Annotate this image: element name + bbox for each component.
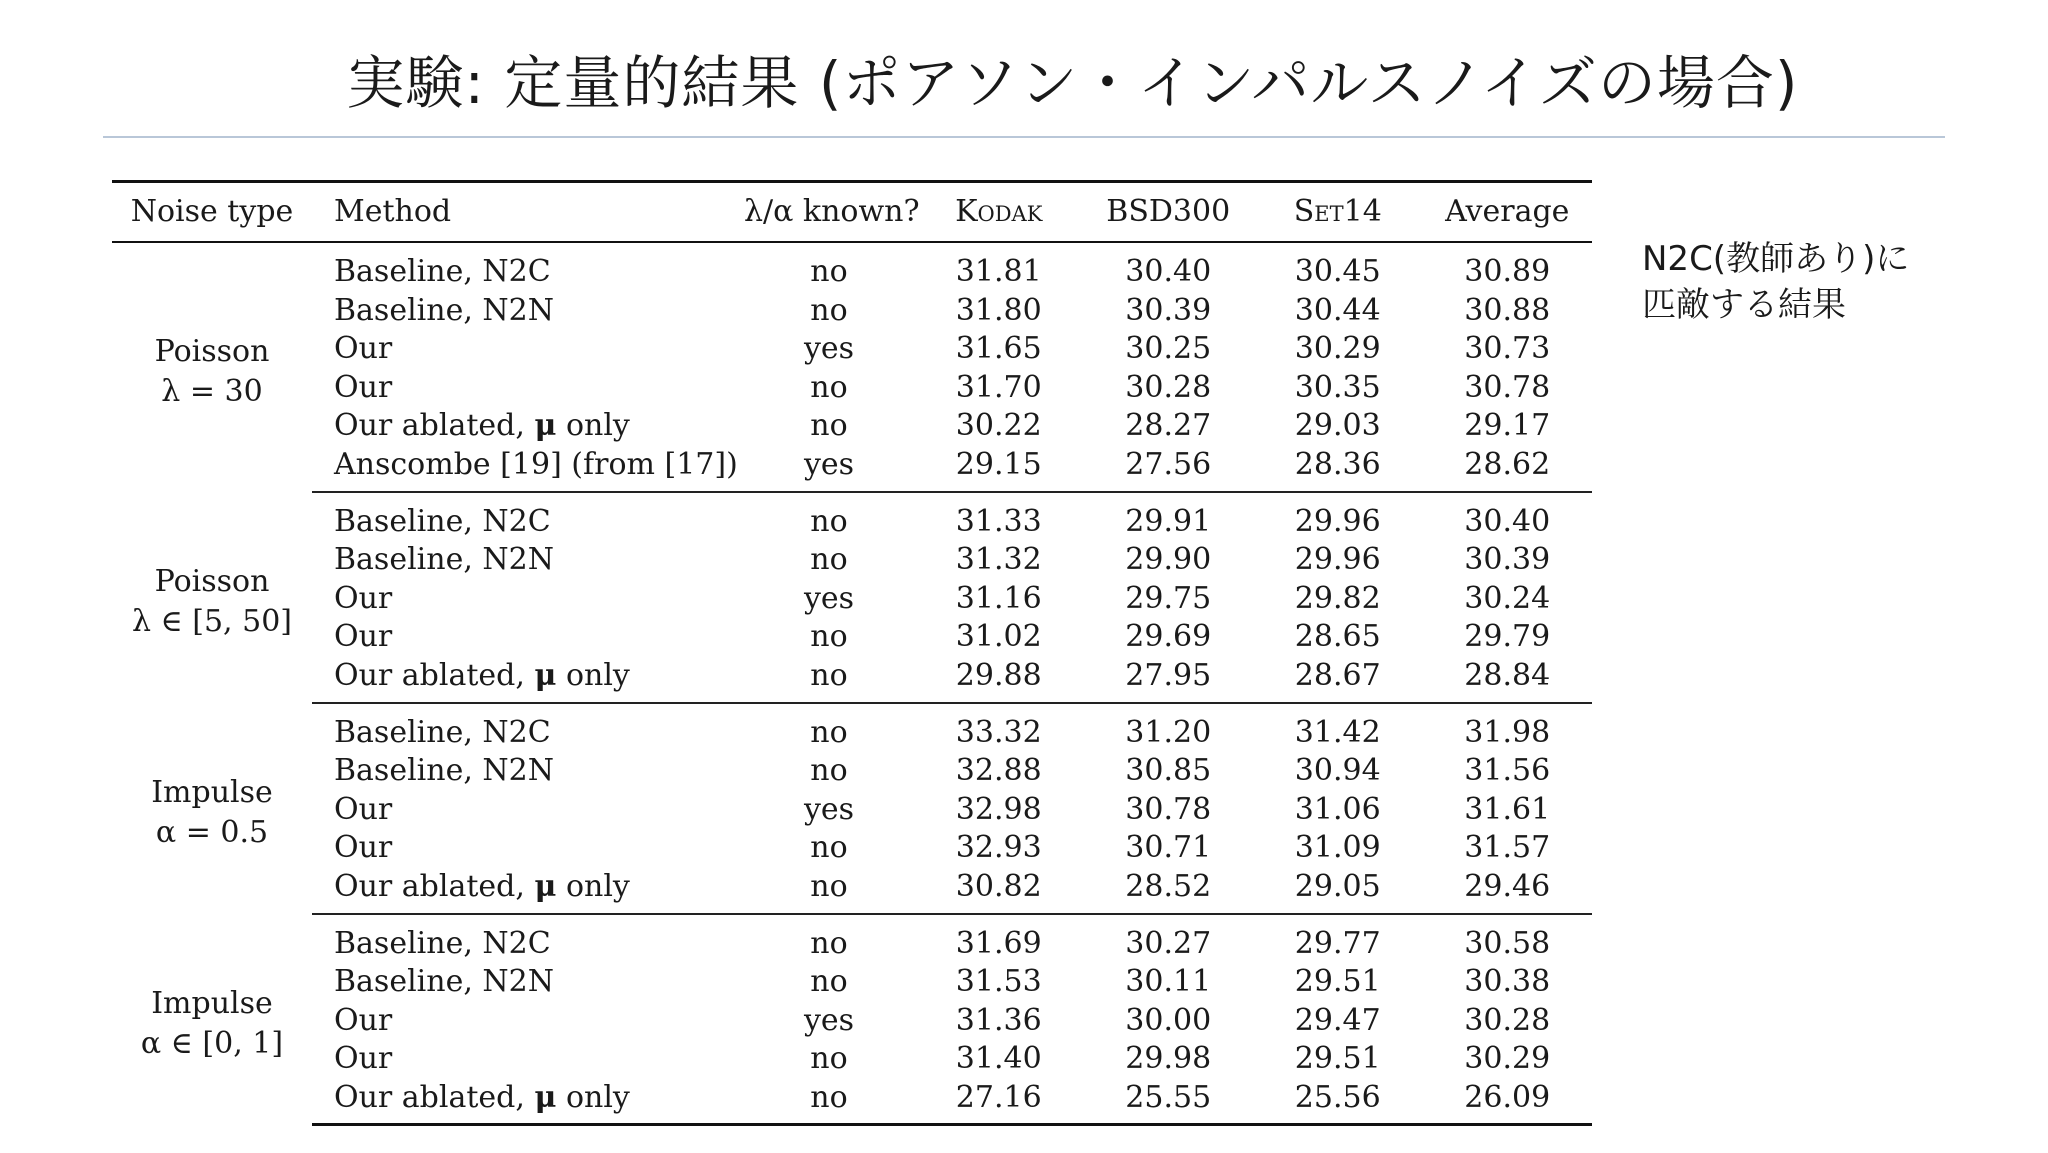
method-cell: Our xyxy=(334,580,393,616)
table-row xyxy=(112,914,1592,964)
method-text: only xyxy=(556,657,630,693)
header-bsd300: BSD300 xyxy=(1084,182,1254,243)
known-cell: yes xyxy=(803,791,855,827)
average-cell: 31.56 xyxy=(1464,753,1551,789)
kodak-cell: 31.65 xyxy=(955,331,1042,367)
bsd300-cell: 30.40 xyxy=(1125,254,1212,289)
table-row xyxy=(112,1040,1592,1079)
kodak-cell: 31.32 xyxy=(955,542,1042,578)
set14-cell: 29.96 xyxy=(1294,503,1381,539)
set14-cell: 30.44 xyxy=(1294,292,1381,328)
method-cell: Our xyxy=(334,791,393,827)
table-body xyxy=(112,242,1592,1125)
method-text: Our ablated, xyxy=(334,1079,535,1115)
average-cell: 30.28 xyxy=(1464,1002,1551,1038)
header-noise-type: Noise type xyxy=(112,182,312,243)
average-cell: 30.29 xyxy=(1464,1041,1551,1077)
average-cell: 30.78 xyxy=(1464,369,1551,405)
bsd300-cell: 30.85 xyxy=(1125,753,1212,789)
table-row xyxy=(112,446,1592,492)
average-cell: 31.98 xyxy=(1464,714,1551,750)
method-cell: Our xyxy=(334,331,393,367)
noise-type-name: Impulse xyxy=(151,775,273,811)
known-cell: no xyxy=(744,868,914,914)
average-cell: 30.89 xyxy=(1464,254,1551,289)
bsd300-cell: 29.91 xyxy=(1125,503,1212,539)
kodak-cell: 33.32 xyxy=(955,714,1042,750)
header-known: λ/α known? xyxy=(744,182,914,243)
known-cell: yes xyxy=(803,331,855,367)
method-cell: Baseline, N2C xyxy=(334,714,551,750)
known-cell: no xyxy=(744,1079,914,1125)
method-cell: Baseline, N2C xyxy=(334,254,551,289)
kodak-cell: 30.22 xyxy=(955,408,1042,444)
average-cell: 30.40 xyxy=(1464,503,1551,539)
set14-cell: 30.29 xyxy=(1294,331,1381,367)
set14-cell: 29.96 xyxy=(1294,542,1381,578)
kodak-cell: 31.16 xyxy=(955,580,1042,616)
method-text: only xyxy=(556,1079,630,1115)
set14-cell: 28.36 xyxy=(1253,446,1423,492)
method-cell: Baseline, N2N xyxy=(334,964,555,1000)
method-cell: Anscombe [19] (from [17]) xyxy=(312,446,744,492)
bsd300-cell: 29.90 xyxy=(1125,542,1212,578)
set14-cell: 29.51 xyxy=(1294,964,1381,1000)
noise-type-parameter: α ∈ [0, 1] xyxy=(140,1026,284,1062)
set14-cell: 30.45 xyxy=(1294,254,1381,289)
table-row xyxy=(112,618,1592,657)
bsd300-cell: 30.28 xyxy=(1125,369,1212,405)
noise-type-name: Poisson xyxy=(154,564,270,600)
table-row xyxy=(112,963,1592,1002)
known-cell: no xyxy=(744,657,914,703)
table-row xyxy=(112,1002,1592,1041)
kodak-cell: 31.81 xyxy=(955,254,1042,289)
bsd300-cell: 30.11 xyxy=(1125,964,1212,1000)
bsd300-cell: 30.25 xyxy=(1125,331,1212,367)
method-text: only xyxy=(556,868,630,904)
set14-cell: 28.65 xyxy=(1294,619,1381,655)
method-text: Our ablated, xyxy=(334,868,535,904)
method-cell: Baseline, N2N xyxy=(334,542,555,578)
average-cell: 29.17 xyxy=(1464,408,1551,444)
average-cell: 31.61 xyxy=(1464,791,1551,827)
table-row xyxy=(112,492,1592,542)
bsd300-cell: 28.52 xyxy=(1084,868,1254,914)
noise-type-parameter: α = 0.5 xyxy=(155,815,269,851)
set14-cell: 29.82 xyxy=(1294,580,1381,616)
noise-type-cell xyxy=(112,492,312,703)
method-cell: Our xyxy=(334,619,393,655)
method-text: Our ablated, xyxy=(334,657,535,693)
slide-title: 実験: 定量的結果 (ポアソン・インパルスノイズの場合) xyxy=(346,49,1799,117)
known-cell: no xyxy=(810,1041,848,1077)
bsd300-cell: 29.69 xyxy=(1125,619,1212,655)
set14-cell: 31.06 xyxy=(1294,791,1381,827)
kodak-cell: 32.98 xyxy=(955,791,1042,827)
results-table xyxy=(112,180,1592,1126)
known-cell: no xyxy=(810,714,848,750)
bsd300-cell: 30.27 xyxy=(1125,925,1212,961)
kodak-cell: 32.93 xyxy=(955,830,1042,866)
average-cell: 31.57 xyxy=(1464,830,1551,866)
mu-symbol: μ xyxy=(534,408,557,444)
table-header-row xyxy=(112,182,1592,243)
kodak-cell: 27.16 xyxy=(914,1079,1084,1125)
header-kodak: Kodak xyxy=(914,182,1084,243)
kodak-cell: 29.15 xyxy=(914,446,1084,492)
bsd300-cell: 29.75 xyxy=(1125,580,1212,616)
bsd300-cell: 31.20 xyxy=(1125,714,1212,750)
title-divider xyxy=(103,136,1945,138)
kodak-cell: 31.53 xyxy=(955,964,1042,1000)
set14-cell: 31.42 xyxy=(1294,714,1381,750)
known-cell: no xyxy=(810,292,848,328)
mu-symbol: μ xyxy=(534,657,557,693)
mu-symbol: μ xyxy=(534,1079,557,1115)
header-average: Average xyxy=(1423,182,1593,243)
method-cell: Baseline, N2C xyxy=(334,503,551,539)
average-cell: 30.58 xyxy=(1464,925,1551,961)
kodak-cell: 31.69 xyxy=(955,925,1042,961)
average-cell: 28.84 xyxy=(1423,657,1593,703)
table-row xyxy=(112,752,1592,791)
method-cell: Our xyxy=(334,1041,393,1077)
header-method: Method xyxy=(312,182,744,243)
average-cell: 30.73 xyxy=(1464,331,1551,367)
bsd300-cell: 29.98 xyxy=(1125,1041,1212,1077)
set14-cell: 30.94 xyxy=(1294,753,1381,789)
method-cell: Our xyxy=(334,830,393,866)
set14-cell: 29.03 xyxy=(1294,408,1381,444)
set14-cell: 31.09 xyxy=(1294,830,1381,866)
method-cell: Baseline, N2C xyxy=(334,925,551,961)
bsd300-cell: 25.55 xyxy=(1084,1079,1254,1125)
bsd300-cell: 30.71 xyxy=(1125,830,1212,866)
average-cell: 30.24 xyxy=(1464,580,1551,616)
method-text: Our ablated, xyxy=(334,408,535,444)
noise-type-parameter: λ ∈ [5, 50] xyxy=(131,604,293,640)
noise-type-name: Impulse xyxy=(151,986,273,1022)
set14-cell: 29.51 xyxy=(1294,1041,1381,1077)
average-cell: 29.79 xyxy=(1464,619,1551,655)
kodak-cell: 32.88 xyxy=(955,753,1042,789)
table-row xyxy=(112,703,1592,753)
table-row xyxy=(112,541,1592,580)
table-row xyxy=(112,657,1592,703)
table-row xyxy=(112,369,1592,408)
set14-cell: 30.35 xyxy=(1294,369,1381,405)
method-cell xyxy=(312,657,744,703)
kodak-cell: 31.40 xyxy=(955,1041,1042,1077)
table-row xyxy=(112,407,1592,446)
noise-type-name: Poisson xyxy=(154,334,270,370)
method-text: only xyxy=(556,408,630,444)
table-row xyxy=(112,791,1592,830)
method-cell xyxy=(312,868,744,914)
set14-cell: 29.77 xyxy=(1294,925,1381,961)
set14-cell: 28.67 xyxy=(1253,657,1423,703)
average-cell: 30.39 xyxy=(1464,542,1551,578)
known-cell: no xyxy=(810,369,848,405)
side-note xyxy=(1642,236,2042,328)
set14-cell: 29.05 xyxy=(1253,868,1423,914)
bsd300-cell: 28.27 xyxy=(1125,408,1212,444)
average-cell: 26.09 xyxy=(1423,1079,1593,1125)
average-cell: 29.46 xyxy=(1423,868,1593,914)
table-row xyxy=(112,580,1592,619)
kodak-cell: 31.70 xyxy=(955,369,1042,405)
table-row xyxy=(112,292,1592,331)
bsd300-cell: 27.95 xyxy=(1084,657,1254,703)
known-cell: no xyxy=(810,964,848,1000)
bsd300-cell: 30.78 xyxy=(1125,791,1212,827)
known-cell: no xyxy=(810,408,848,444)
method-cell xyxy=(312,1079,744,1125)
bsd300-cell: 30.39 xyxy=(1125,292,1212,328)
table-row xyxy=(112,868,1592,914)
method-cell: Baseline, N2N xyxy=(334,753,555,789)
header-set14: Set14 xyxy=(1253,182,1423,243)
bsd300-cell: 27.56 xyxy=(1084,446,1254,492)
known-cell: no xyxy=(810,254,848,289)
known-cell: yes xyxy=(803,580,855,616)
bsd300-cell: 30.00 xyxy=(1125,1002,1212,1038)
known-cell: no xyxy=(810,503,848,539)
table-row xyxy=(112,829,1592,868)
known-cell: no xyxy=(810,925,848,961)
known-cell: no xyxy=(810,542,848,578)
known-cell: yes xyxy=(744,446,914,492)
average-cell: 30.38 xyxy=(1464,964,1551,1000)
average-cell: 30.88 xyxy=(1464,292,1551,328)
table-row xyxy=(112,242,1592,292)
side-note-line-2: 匹敵する結果 xyxy=(1642,285,1846,325)
table-row xyxy=(112,1079,1592,1125)
average-cell: 28.62 xyxy=(1423,446,1593,492)
kodak-cell: 30.82 xyxy=(914,868,1084,914)
known-cell: no xyxy=(810,753,848,789)
mu-symbol: μ xyxy=(534,868,557,904)
kodak-cell: 31.36 xyxy=(955,1002,1042,1038)
side-note-line-1: N2C(教師あり)に xyxy=(1642,239,1910,279)
noise-type-cell xyxy=(112,242,312,492)
table-row xyxy=(112,330,1592,369)
known-cell: no xyxy=(810,830,848,866)
kodak-cell: 31.33 xyxy=(955,503,1042,539)
method-cell: Baseline, N2N xyxy=(334,292,555,328)
noise-type-cell xyxy=(112,914,312,1125)
method-cell: Our xyxy=(334,369,393,405)
kodak-cell: 29.88 xyxy=(914,657,1084,703)
method-cell xyxy=(312,407,744,446)
kodak-cell: 31.02 xyxy=(955,619,1042,655)
known-cell: yes xyxy=(803,1002,855,1038)
kodak-cell: 31.80 xyxy=(955,292,1042,328)
set14-cell: 25.56 xyxy=(1253,1079,1423,1125)
noise-type-cell xyxy=(112,703,312,914)
method-cell: Our xyxy=(334,1002,393,1038)
noise-type-parameter: λ = 30 xyxy=(161,374,263,410)
known-cell: no xyxy=(810,619,848,655)
set14-cell: 29.47 xyxy=(1294,1002,1381,1038)
